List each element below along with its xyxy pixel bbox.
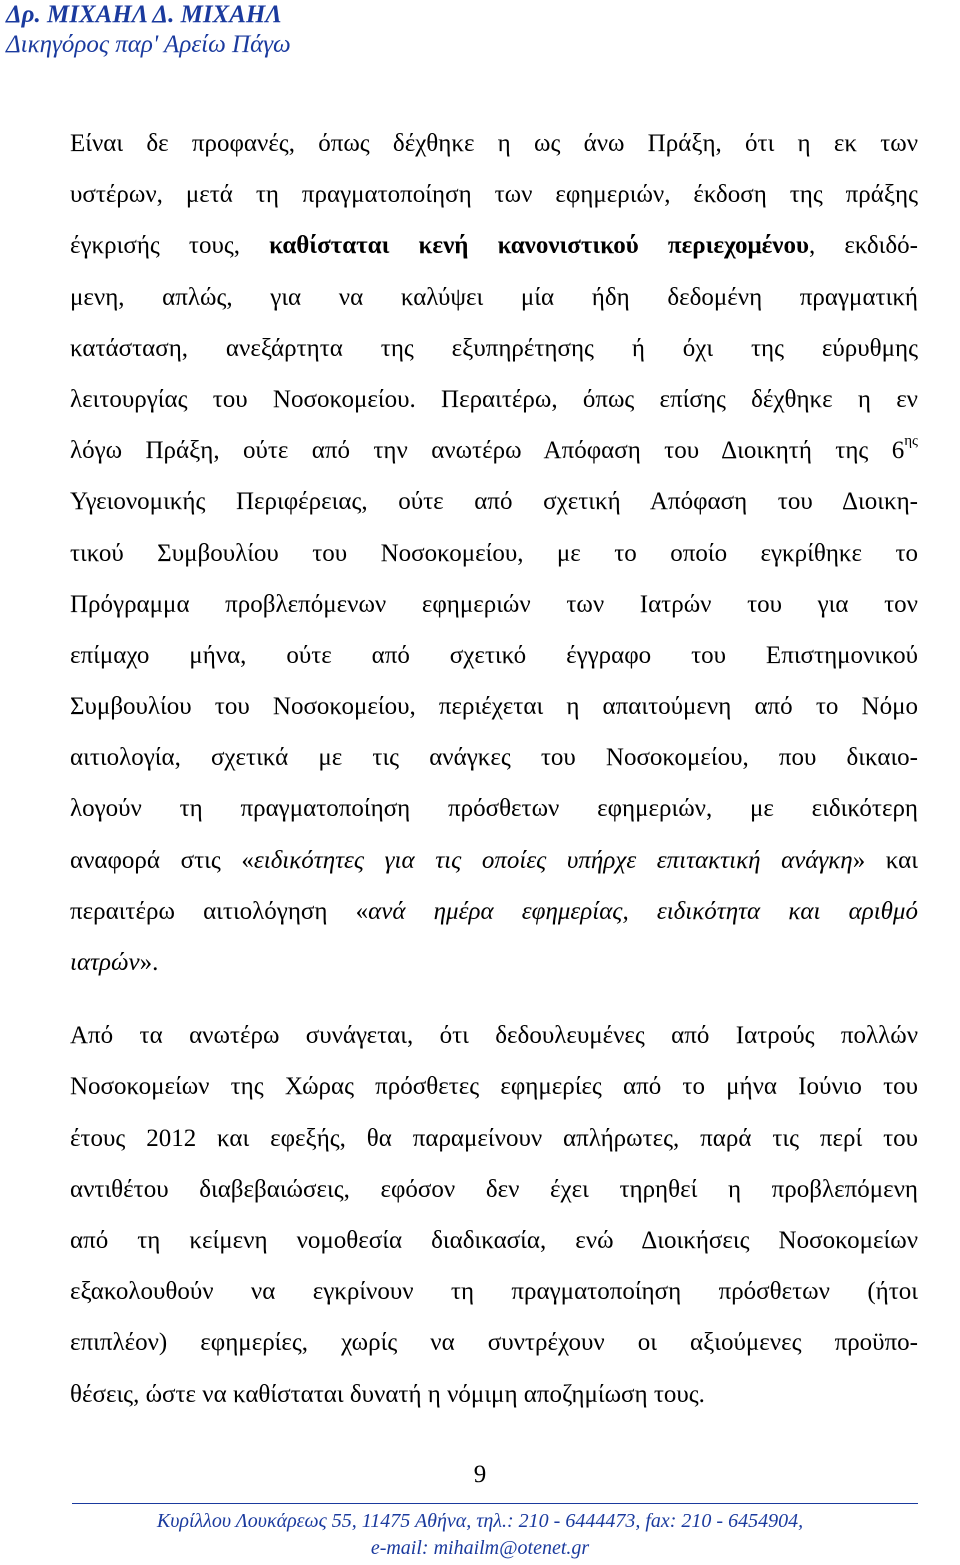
italic-quote: ανά ημέρα εφημερίας, ειδικότητα και αριθμό [368, 897, 918, 925]
text-line: τικού Συμβουλίου του Νοσοκομείου, με το οποίο εγκρίθηκε το [70, 539, 918, 567]
text-line [70, 835, 918, 886]
text-line: υστέρων, μετά τη πραγματοποίηση των εφημεριών, έκδοση της πράξης [70, 181, 918, 209]
text-line [70, 886, 918, 937]
footer [0, 1508, 960, 1562]
text-line: κατάσταση, ανεξάρτητα της εξυπηρέτησης ή όχι της εύρυθμης [70, 334, 918, 362]
italic-quote: ιατρών [70, 949, 140, 976]
text-run: ». [139, 949, 159, 976]
text-run: , εκδιδό- [808, 232, 918, 260]
text-line: από τη κείμενη νομοθεσία διαδικασία, ενώ Διοικήσεις Νοσοκομείων [70, 1226, 918, 1254]
paragraph-1 [70, 118, 918, 988]
text-line: έτους 2012 και εφεξής, θα παραμείνουν απλήρωτες, παρά τις περί του [70, 1124, 918, 1152]
text-line [70, 220, 918, 271]
bold-emphasis: καθίσταται κενή κανονιστικού περιεχομένου [269, 232, 809, 260]
text-line: λειτουργίας του Νοσοκομείου. Περαιτέρω, όπως επίσης δέχθηκε η εν [70, 385, 918, 413]
text-line: αντιθέτου διαβεβαιώσεις, εφόσον δεν έχει τηρηθεί η προβλεπόμενη [70, 1175, 918, 1203]
letterhead [6, 0, 291, 60]
text-line: Είναι δε προφανές, όπως δέχθηκε η ως άνω Πράξη, ότι η εκ των [70, 130, 918, 157]
text-run: » και [852, 846, 919, 874]
footer-divider [72, 1503, 918, 1504]
text-run: αναφορά στις « [70, 846, 254, 874]
lawyer-title: Δικηγόρος παρ' Αρείω Πάγω [6, 31, 291, 58]
text-line: επιπλέον) εφημερίες, χωρίς να συντρέχουν οι αξιούμενες προϋπο- [70, 1329, 918, 1357]
text-line [70, 937, 918, 988]
document-body [70, 118, 918, 1420]
text-line: Νοσοκομείων της Χώρας πρόσθετες εφημερίες από το μήνα Ιούνιο του [70, 1073, 918, 1101]
text-line: Συμβουλίου του Νοσοκομείου, περιέχεται η απαιτούμενη από το Νόμο [70, 693, 918, 721]
text-run: περαιτέρω αιτιολόγηση « [70, 897, 369, 925]
text-run: έγκρισής τους, [70, 232, 270, 260]
text-line: αιτιολογία, σχετικά με τις ανάγκες του Νοσοκομείου, που δικαιο- [70, 744, 918, 772]
text-line: θέσεις, ώστε να καθίσταται δυνατή η νόμιμη αποζημίωση τους. [70, 1380, 705, 1408]
text-line: μενη, απλώς, για να καλύψει μία ήδη δεδομένη πραγματική [70, 283, 918, 311]
footer-address: Κυρίλλου Λουκάρεως 55, 11475 Αθήνα, τηλ.: 210 - 6444473, fax: 210 - 6454904, [156, 1510, 804, 1532]
paragraph-gap [70, 988, 918, 1010]
text-line: Από τα ανωτέρω συνάγεται, ότι δεδουλευμένες από Ιατρούς πολλών [70, 1022, 918, 1050]
paragraph-2 [70, 1010, 918, 1420]
text-line: λογούν τη πραγματοποίηση πρόσθετων εφημεριών, με ειδικότερη [70, 795, 918, 823]
lawyer-name: Δρ. ΜΙΧΑΗΛ Δ. ΜΙΧΑΗΛ [6, 1, 283, 28]
text-line: Πρόγραμμα προβλεπόμενων εφημεριών των Ιατρών του για τον [70, 590, 918, 618]
text-run: λόγω Πράξη, ούτε από την ανωτέρω Απόφαση του Διοικητή της 6 [70, 437, 905, 465]
page-number: 9 [473, 1461, 487, 1488]
text-line: εξακολουθούν να εγκρίνουν τη πραγματοποίηση πρόσθετων (ήτοι [70, 1278, 918, 1306]
ordinal-superscript: ης [904, 432, 918, 449]
italic-quote: ειδικότητες για τις οποίες υπήρχε επιτακτική ανάγκη [253, 846, 853, 874]
footer-email: e-mail: mihailm@otenet.gr [370, 1537, 590, 1559]
text-line: Υγειονομικής Περιφέρειας, ούτε από σχετική Απόφαση του Διοικη- [70, 488, 918, 516]
text-line: επίμαχο μήνα, ούτε από σχετικό έγγραφο του Επιστημονικού [70, 641, 918, 669]
text-line [70, 425, 918, 476]
